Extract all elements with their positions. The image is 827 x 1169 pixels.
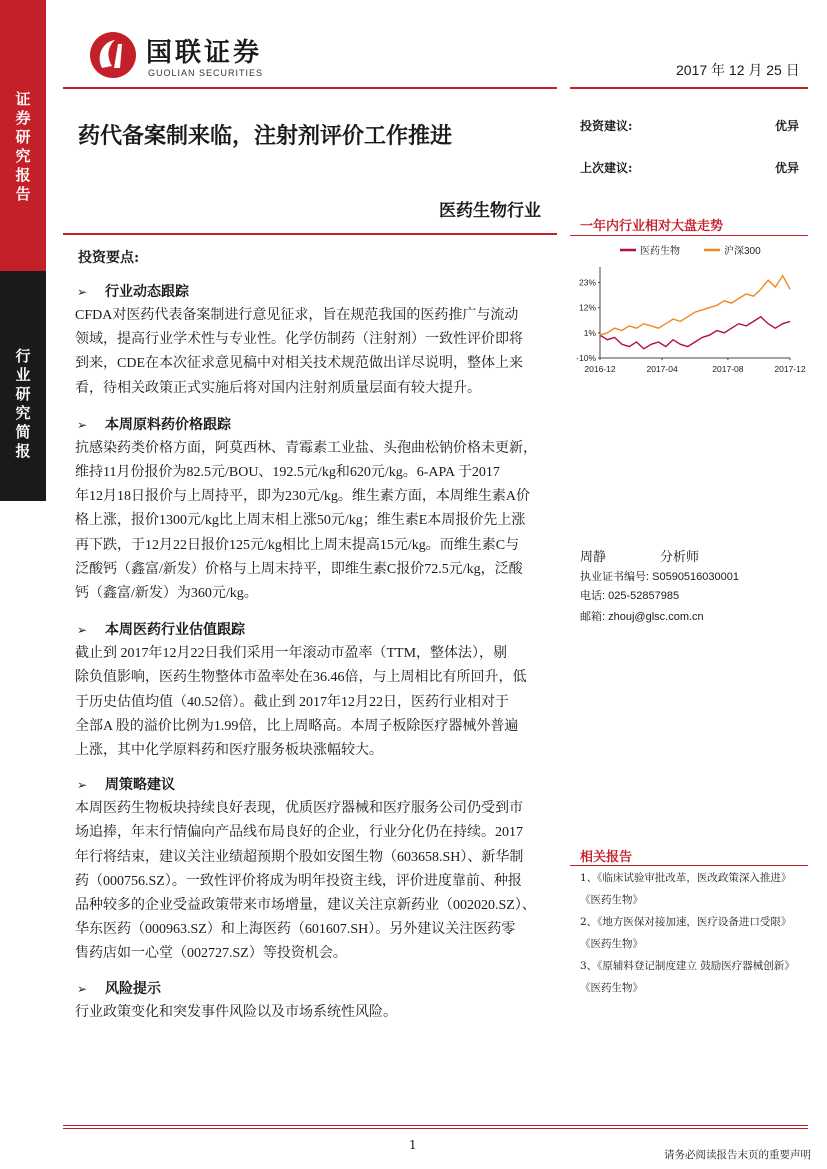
- chart-title-rule: [570, 235, 808, 236]
- footer-rule: [63, 1125, 808, 1126]
- bullet-arrow-icon: ➢: [77, 981, 88, 996]
- legend-label: 沪深300: [724, 246, 761, 257]
- y-tick-label: 1%: [583, 327, 596, 338]
- paragraph-line: 到来，CDE在本次征求意见稿中对相关技术规范做出详尽说明，整体上来: [75, 356, 523, 372]
- section-heading: [75, 616, 547, 642]
- paragraph-line: 药（000756.SZ）。一致性评价将成为明年投资主线，评价进度靠前、种报: [75, 873, 522, 889]
- section-heading: [75, 771, 547, 797]
- paragraph-line: 钙（鑫富/新发）为360元/kg。: [75, 586, 258, 602]
- sidebar-top-label: 证 券 研 究 报 告: [15, 90, 31, 203]
- section-heading-text: 本周医药行业估值跟踪: [105, 622, 245, 639]
- section-heading: [75, 411, 547, 437]
- series-line: [600, 317, 790, 349]
- report-title: 药代备案制来临，注射剂评价工作推进: [78, 124, 453, 149]
- phone-value: 025-52857985: [608, 590, 680, 602]
- related-report-line[interactable]: 3、《原辅料登记制度建立 鼓励医疗器械创新》: [580, 960, 795, 972]
- chart-title: 一年内行业相对大盘走势: [580, 219, 724, 234]
- email-value[interactable]: zhouj@glsc.com.cn: [608, 611, 704, 623]
- section-heading: [75, 278, 547, 304]
- paragraph-line: 售药店如一心堂（002727.SZ）等投资机会。: [75, 946, 347, 962]
- paragraph-line: 看，待相关政策正式实施后将对国内注射剂质量层面有较大提升。: [75, 380, 481, 396]
- rating-previous-value: 优异: [775, 161, 800, 175]
- sidebar-bottom-label: 行 业 研 究 简 报: [15, 347, 31, 460]
- x-tick-label: 2017-08: [712, 364, 744, 374]
- title-rule: [63, 233, 557, 235]
- paragraph-line: 泛酸钙（鑫富/新发）价格与上周末持平，即维生素C报价72.5元/kg，泛酸: [75, 561, 523, 577]
- x-tick-label: 2016-12: [584, 364, 616, 374]
- analyst-cert: [580, 568, 739, 584]
- section-heading-text: 本周原料药价格跟踪: [105, 416, 231, 433]
- analyst-name: 周静: [580, 550, 607, 565]
- industry-name: 医药生物行业: [439, 201, 541, 221]
- page-number: 1: [409, 1138, 417, 1152]
- paragraph-line: 年12月18日报价与上周持平，即为230元/kg。维生素方面，本周维生素A价: [75, 489, 530, 505]
- related-report-line[interactable]: 2、《地方医保对接加速，医疗设备进口受限》: [580, 916, 792, 928]
- relative-performance-chart: [568, 238, 808, 378]
- section-heading-text: 周策略建议: [105, 777, 175, 794]
- logo-name-cn: 国联证券: [146, 38, 263, 68]
- paragraph-line: 于历史估值均值（40.52倍）。截止到 2017年12月22日，医药行业相对于: [75, 694, 509, 710]
- paragraph-line: 全部A 股的溢价比例为1.99倍，比上周略高。本周子板除医疗器械外普遍: [75, 718, 519, 734]
- paragraph-line: 行业政策变化和突发事件风险以及市场系统性风险。: [75, 1004, 397, 1020]
- rating-previous-label: 上次建议:: [580, 161, 633, 175]
- cert-label: 执业证书编号:: [580, 571, 650, 583]
- paragraph-line: 上涨，其中化学原料药和医疗服务板块涨幅较大。: [75, 743, 383, 759]
- paragraph-line: 场追捧，年末行情偏向产品线布局良好的企业，行业分化仍在持续。2017: [75, 825, 523, 841]
- section-heading-text: 风险提示: [105, 980, 161, 997]
- rating-current-value: 优异: [775, 119, 800, 133]
- y-tick-label: 23%: [578, 277, 596, 288]
- paragraph-line: 品种较多的企业受益政策带来市场增量，建议关注京新药业（002020.SZ）、: [75, 898, 536, 914]
- analyst-phone: [580, 587, 679, 603]
- paragraph-line: 截止到 2017年12月22日我们采用一年滚动市盈率（TTM，整体法），剔: [75, 646, 508, 662]
- footer-rule-2: [63, 1128, 808, 1129]
- related-report-line[interactable]: 《医药生物》: [580, 938, 643, 950]
- email-label: 邮箱:: [580, 611, 606, 623]
- key-points-title: 投资要点:: [78, 250, 140, 266]
- logo-icon: [88, 30, 138, 80]
- paragraph-line: CFDA对医药代表备案制进行意见征求，旨在规范我国的医药推广与流动: [75, 308, 519, 323]
- related-report-line[interactable]: 1、《临床试验审批改革，医改政策深入推进》: [580, 872, 792, 884]
- related-title-rule: [570, 865, 808, 866]
- related-reports-list: [580, 867, 808, 999]
- analyst-email: [580, 608, 704, 624]
- paragraph-line: 再下跌，于12月22日报价125元/kg相比上周末提高15元/kg。而维生素C与: [75, 537, 520, 553]
- bullet-arrow-icon: ➢: [77, 778, 88, 793]
- x-tick-label: 2017-12: [774, 364, 806, 374]
- paragraph-line: 格上涨，报价1300元/kg比上周末相上涨50元/kg；维生素E本周报价先上涨: [75, 513, 526, 529]
- related-reports-title: 相关报告: [580, 850, 633, 865]
- legend-label: 医药生物: [640, 246, 680, 257]
- rating-current-label: 投资建议:: [580, 119, 633, 133]
- series-line: [600, 276, 790, 336]
- key-points-body: [75, 278, 547, 1025]
- y-tick-label: 12%: [578, 302, 596, 313]
- paragraph-line: 抗感染药类价格方面，阿莫西林、青霉素工业盐、头孢曲松钠价格未更新，: [75, 440, 537, 456]
- y-tick-label: -10%: [576, 353, 596, 363]
- section-heading: [75, 975, 547, 1001]
- paragraph-line: 华东医药（000963.SZ）和上海医药（601607.SH）。另外建议关注医药零: [75, 922, 516, 938]
- phone-label: 电话:: [580, 590, 606, 602]
- section-heading-text: 行业动态跟踪: [105, 284, 189, 300]
- paragraph-line: 本周医药生物板块持续良好表现，优质医疗器械和医疗服务公司仍受到市: [75, 801, 523, 817]
- header-rule-left: [63, 87, 557, 89]
- x-tick-label: 2017-04: [646, 364, 678, 374]
- cert-value: S0590516030001: [652, 571, 739, 583]
- related-report-line[interactable]: 《医药生物》: [580, 982, 643, 994]
- footer-disclaimer: 请务必阅读报告末页的重要声明: [664, 1149, 811, 1161]
- paragraph-line: 维持11月份报价为82.5元/BOU、192.5元/kg和620元/kg。6-APA 于2017: [75, 465, 500, 481]
- paragraph-line: 除负值影响，医药生物整体市盈率处在36.46倍，与上周相比有所回升，低: [75, 670, 527, 686]
- bullet-arrow-icon: ➢: [77, 285, 88, 299]
- bullet-arrow-icon: ➢: [77, 417, 88, 432]
- bullet-arrow-icon: ➢: [77, 623, 88, 638]
- related-report-line[interactable]: 《医药生物》: [580, 894, 643, 906]
- header-rule-right: [570, 87, 808, 89]
- logo-name-en: GUOLIAN SECURITIES: [148, 68, 264, 78]
- paragraph-line: 领域，提高行业学术性与专业性。化学仿制药（注射剂）一致性评价即将: [75, 332, 523, 348]
- analyst-role: 分析师: [660, 550, 700, 565]
- report-date: 2017 年 12 月 25 日: [676, 62, 800, 78]
- paragraph-line: 年行将结束，建议关注业绩超预期个股如安图生物（603658.SH）、新华制: [75, 849, 524, 865]
